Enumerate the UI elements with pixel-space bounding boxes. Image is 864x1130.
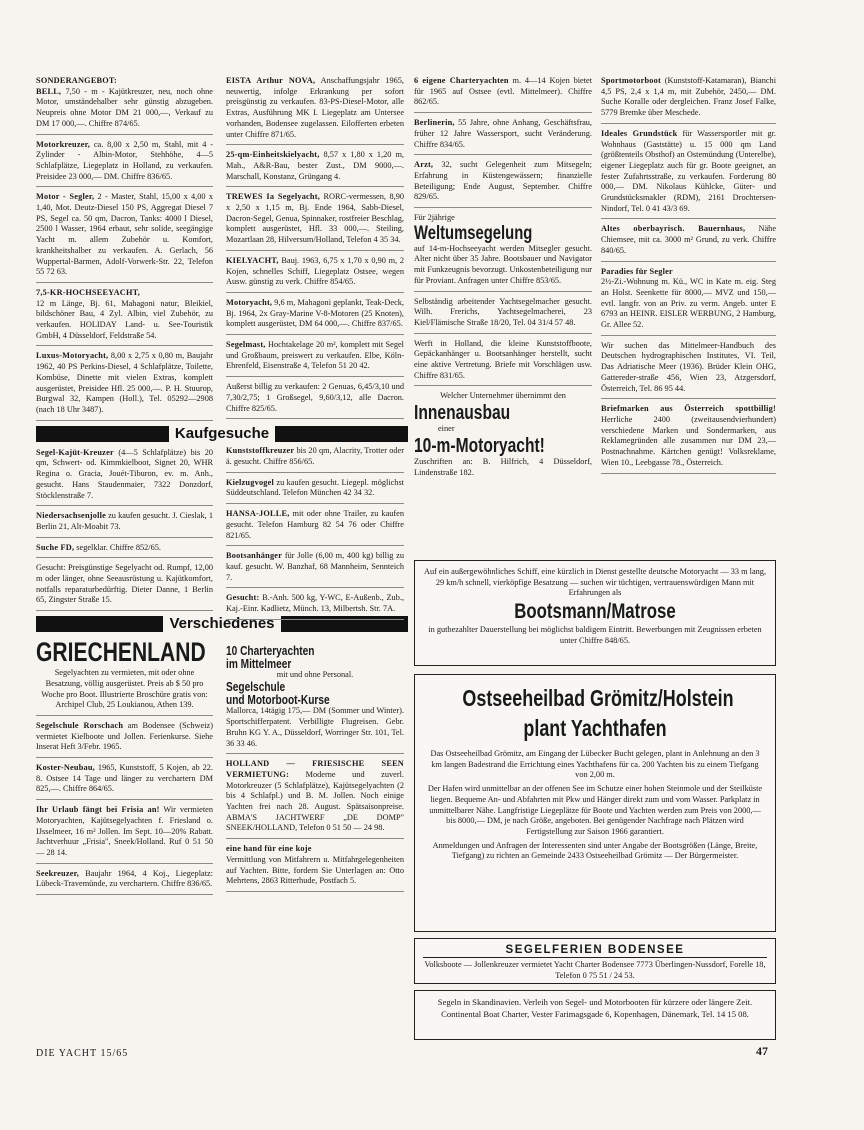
ad-headline: Berlinerin,	[414, 118, 455, 128]
classified-ad	[226, 478, 404, 504]
ad-text: Moderne und zuverl. Motorkreuzer (5 Schlafplätze), Kajütsegelyachten (2 bis 4 Schlafpl.) und B. M. Jollen. Noch einige Yachten frei nach 28. August. Spätsaisonpreise. ABMA'S JACHTWERF „DE DOMP" SNEEK/HOLLAND, Telefon 0 51 50 — 24 98.	[226, 769, 404, 833]
ad-headline: HANSA-JOLLE,	[226, 509, 290, 519]
ad-headline: Motor - Segler,	[36, 192, 95, 202]
classified-ad	[601, 129, 776, 220]
ad-text: mit oder ohne Trailer, zu kaufen gesucht. Telefon Hamburg 82 54 76 oder Chiffre 821/65.	[226, 509, 404, 540]
ad-text: Baujahr 1964, 4 Koj., Liegeplatz: Lübeck-Travemünde, zu verchartern. Chiffre 836/65.	[36, 868, 213, 889]
ad-text: für Wassersportler mit gr. Wohnhaus (Gaststätte) u. 15 000 qm Land (größtenteils Obsthof) an Ostemündung (Unterelbe), eigener Liegeplatz auch für gr. Boote geeignet, an fester Zufahrtsstraße, zu verkaufen. Forderung 80 000,— DM. Nikolaus Kühlcke, Güter- und Grundstücksmakler (RDM), 2161 Drochtersen-Nindorf, Tel. 0 41 43/3 69.	[601, 128, 776, 213]
ad-text: in gutbezahlter Dauerstellung bei möglichst baldigem Eintritt. Bewerbungen mit Zeugnissen erbeten unter Chiffre 848/65.	[428, 625, 762, 645]
ad-text: zu kaufen gesucht. J. Cieslak, 1 Berlin 21, Alt-Moabit 73.	[36, 511, 213, 531]
ad-headline: Kielzugvogel	[226, 477, 275, 487]
ad-text: Herrliche 2400 (zweitausendvierhundert) verschiedene Marken und Sondermarken, aus Reklamegründen alle zusammen nur DM 23,— Postnachnahme. Kärtchen genügt! Volksreklame, Wien 10., Leebgasse 78., Österreich.	[601, 414, 776, 467]
ad-text: Anmeldungen und Anfragen der Interessenten sind unter Angabe der Bootsgrößen (Länge, Breite, Tiefgang) zu richten an Gemeinde 2433 Ostseeheilbad Grömitz — Der Bürgermeister.	[432, 840, 758, 861]
classified-list-3	[414, 76, 592, 208]
classified-ad	[226, 340, 404, 377]
ad-headline: KIELYACHT,	[226, 255, 279, 265]
classified-list-4	[601, 76, 776, 474]
ad-text: auf 14-m-Hochseeyacht werden Mitsegler gesucht. Alter nicht über 35 Jahre. Bootsbauer und Navigator mit Funkzeugnis bevorzugt. Unkostenbeteiligung nur für Proviant. Anfragen unter Chiffre 853/65.	[414, 243, 592, 285]
ad-headline: TREWES Ia Segelyacht,	[226, 192, 320, 202]
ad-headline: Suche FD,	[36, 542, 75, 552]
ad-text: B.-Anh. 500 kg, Y-WC, E-Außenb., Zub., Kaj.-Einr. Kadlietz, Münch. 13, Milbertsh. Str. 7A.	[226, 593, 404, 614]
groemitz-ad	[414, 674, 776, 932]
ad-text: Zuschriften an: B. Hilfrich, 4 Düsseldorf, Lindenstraße 182.	[414, 456, 592, 477]
ad-headline: Motorkreuzer,	[36, 139, 90, 149]
classified-ad	[414, 297, 592, 334]
ad-headline: Koster-Neubau,	[36, 763, 95, 773]
ad-title: Bootsmann/Matrose	[514, 600, 676, 624]
bodensee-ad	[414, 938, 776, 984]
ad-text: 8,57 x 1,80 x 1,20 m, Mah., A&R-Bau, bester Zust., DM 9000,—. Marschall, Konstanz, Grüngang 4.	[226, 150, 404, 181]
ad-headline: Paradies für Segler	[601, 266, 673, 276]
ad-title: GRIECHENLAND	[36, 638, 206, 668]
ad-pretitle: Welcher Unternehmer übernimmt den	[440, 391, 566, 401]
ad-headline: eine hand für eine koje	[226, 844, 312, 854]
ad-headline: HOLLAND — FRIESISCHE SEEN VERMIETUNG:	[226, 759, 404, 779]
classified-list-2	[226, 76, 404, 419]
classified-list-2c	[226, 759, 404, 892]
classified-ad	[226, 551, 404, 588]
ad-text: m. 4—14 Kojen bietet für 1965 auf Ostsee (evtl. Mittelmeer). Chiffre 862/65.	[414, 76, 592, 107]
classified-list-1c	[36, 721, 213, 895]
weltumsegelung-ad	[414, 213, 592, 292]
ad-text: 55 Jahre, ohne Anhang, Geschäftsfrau, früher 12 Jahre Wassersport, sucht Veränderung. Chiffre 834/65.	[414, 118, 592, 149]
classified-list-3b	[414, 297, 592, 387]
classified-ad	[601, 341, 776, 400]
classified-ad	[226, 844, 404, 892]
ad-text: 2½-Zi.-Wohnung m. Kü., WC in Kate m. eig. Steg an Holst. Seenkette für 8000,— MVZ und 150,— evtl. langfr. von an Priv. zu verm. Angeb. unter E 6793 an HEINR. EISLER WERBUNG, 2 Hamburg, Gr. Allee 52.	[601, 277, 776, 330]
ad-title: SEGELFERIEN BODENSEE	[423, 943, 767, 958]
classified-ad	[226, 150, 404, 187]
classified-ad	[36, 543, 213, 559]
classified-ad	[601, 76, 776, 124]
section-title: Kaufgesuche	[169, 426, 275, 442]
ad-text: Selbständig arbeitender Yachtsegelmacher gesucht. Wilh. Frerichs, Yachtsegelmacherei, 23 Kiel/Flämische Straße 18/20, Tel. 04 31/4 57 48.	[414, 296, 592, 327]
griechenland-ad	[36, 638, 213, 716]
ad-headline: Bootsanhänger	[226, 551, 283, 561]
ad-text: (Kunststoff-Katamaran), Bianchi 4,5 PS, 2,4 x 1,4 m, mit Zubehör, 2450,— DM. Suche Koralle oder dergleichen. Franz Josef Falke, 5779 Bremke über Meschede.	[601, 76, 776, 118]
ad-title: und Motorboot-Kurse	[226, 692, 330, 708]
column-4	[601, 76, 776, 479]
ad-text: Vermittlung von Mitfahrern u. Mitfahrgelegenheiten auf Yachten. Bitte, fordern Sie Unterlagen an: Otto Mehrtens, 2863 Ritterhude, Postfach 5.	[226, 854, 404, 886]
ad-headline: Segelschule Rorschach	[36, 720, 124, 730]
classified-list-1	[36, 76, 213, 421]
ad-headline: Seekreuzer,	[36, 868, 79, 878]
ad-text: 1965, Kunststoff, 5 Kojen, ab 22. 8. Ostsee 14 Tage und länger zu verchartern DM 825,—. Chiffre 864/65.	[36, 763, 213, 794]
classified-ad	[36, 140, 213, 188]
ad-text: Auf ein außergewöhnliches Schiff, eine kürzlich in Dienst gestellte deutsche Motoryacht — 33 m lang, 29 km/h schnell, vierköpfige Besatzung — suchen wir tüchtigen, vertrauenswürdigen Mann mit Erfahrungen als	[423, 567, 767, 598]
classified-ad	[36, 763, 213, 800]
ad-text: Außerst billig zu verkaufen: 2 Genuas, 6,45/3,10 und 7,30/2,75; 1 Großsegel, 9,60/3,12, alle Dacron. Chiffre 825/65.	[226, 382, 404, 413]
footer-magazine: DIE YACHT 15/65	[36, 1048, 129, 1059]
bootsmann-ad	[414, 560, 776, 666]
charter-ad	[226, 644, 404, 755]
classified-ad	[36, 721, 213, 758]
ad-headline: Kunststoffkreuzer	[226, 446, 295, 456]
ad-headline: 7,5-KR-HOCHSEEYACHT,	[36, 287, 141, 297]
ad-title: 10-m-Motoryacht!	[414, 434, 545, 457]
classified-ad	[414, 160, 592, 208]
ad-text: (4—5 Schlafplätze) bis 20 qm, Schwert- od. Kimmkielboot, Signet 20, WHR Regina o. Gracia, Jouét-Tiburon, ev. m. Anh., gesucht. Hans Staudenmaier, 7322 Donzdorf, Stöcklenstraße 7.	[36, 447, 213, 500]
classified-ad	[226, 446, 404, 472]
ad-pretitle: Für 2jährige	[414, 213, 455, 223]
classified-ad	[36, 805, 213, 864]
innenausbau-ad	[414, 391, 592, 482]
ad-text: für Jolle (6,00 m, 400 kg) billig zu kauf. gesucht. W. Banzhaf, 68 Mannheim, Sennteich 7.	[226, 551, 404, 582]
ad-headline: Luxus-Motoryacht,	[36, 351, 109, 361]
page-number: 47	[756, 1044, 768, 1058]
classified-ad	[226, 759, 404, 839]
classified-ad	[226, 298, 404, 335]
ad-text: Hochtakelage 20 m², komplett mit Segel und Großbaum, preiswert zu verkaufen. Elbe, Köln-Ehrenfeld, Eisenstraße 4, Telefon 51 20 42.	[226, 340, 404, 371]
ad-headline: Motoryacht,	[226, 297, 273, 307]
ad-text: Anschaffungsjahr 1965, neuwertig, infolge Erkrankung per sofort preisgünstig zu verkaufen. 83-PS-Diesel-Motor, alle Extras, Ausführung MK I. Liegeplatz am Untersee vorhanden, Bodensee zugelassen. Eilofferten erbeten unter Chiffre 871/65.	[226, 76, 404, 139]
ad-headline: EISTA Arthur NOVA,	[226, 76, 316, 85]
ad-text: 12 m Länge, Bj. 61, Mahagoni natur, Bleikiel, bildschöner Bau, 4 Zyl. Albin, viel Zubehör, zu verkaufen. HOLIDAY Land- u. See-Touristik GmbH, 4 Düsseldorf, Feldstraße 54.	[36, 298, 213, 340]
ad-headline: Segelmast,	[226, 340, 266, 350]
ad-title: im Mittelmeer	[226, 655, 292, 671]
ad-text: RORC-vermessen, 8,90 x 2,50 x 1,15 m, Bj. Ende 1964, Sabb-Diesel, Dacron-Segel, Genua, Spinnaker, rostfreier Beschlag, komplett ausgerüstet, Hfl. 33 000,—. Steiling, Mozartlaan 28, Hilversum/Holland, Telefon 4 35 34.	[226, 192, 404, 245]
ad-headline: Segel-Kajüt-Kreuzer	[36, 447, 114, 457]
skandinavien-ad	[414, 990, 776, 1040]
ad-title: Innenausbau	[414, 402, 511, 425]
classified-ad	[226, 76, 404, 145]
ad-text: Segelyachten zu vermieten, mit oder ohne Besatzung, völlig ausgerüstet. Preis ab $ 50 pro Woche pro Boot. Illustrierte Broschüre gratis von: Archipel Club, 25 Loukianou, Athen 139.	[41, 668, 208, 710]
ad-subtitle: mit und ohne Personal.	[276, 669, 354, 679]
ad-text: 9,6 m, Mahagoni geplankt, Teak-Deck, Bj. 1964, 2x Gray-Marine V-8-Motoren (25 Knoten), komplett ausgerüstet, DM 64 000,—. Chiffre 837/65.	[226, 297, 404, 329]
ad-text: zu kaufen gesucht. Liegepl. möglichst Süddeutschland. Telefon München 42 34 32.	[226, 477, 404, 498]
classified-ad	[36, 76, 213, 135]
ad-title: Weltumsegelung	[414, 222, 533, 244]
ad-text: 8,00 x 2,75 x 0,80 m, Baujahr 1962, 40 PS Perkins-Diesel, 4 Schlafplätze, Toilette, Kombüse, Dinette mit vielen Extras, komplett ausgerüstet, Preisidee Hfl. 25 000,—. P. H. Stuurop, Burgwal 32, Kampen (Holl.), Tel. 05292—2908 (nach 18 Uhr 3487).	[36, 351, 213, 414]
ad-text: Das Ostseeheilbad Grömitz, am Eingang der Lübecker Bucht gelegen, plant in Anlehnung an den 3 km langen Badestrand die Errichtung eines Yachthafens für ca. 200 Yachten bis zu einem Tiefgang von 2,00 m.	[430, 749, 760, 780]
ad-text: Mallorca, 14tägig 175,— DM (Sommer und Winter). Sportschifferpatent. Verbilligte Flugreisen. Gebr. Bruhn KG Y. A., Düsseldorf, Worringer Str. 101, Tel. 36 33 46.	[226, 706, 404, 748]
classified-ad	[36, 511, 213, 537]
ad-text: Wir vermieten Motoryachten, Kajütsegelyachten f. Friesland o. IJsselmeer, 16 m² Jollen. Im Sept. 10—20% Rabatt. Jachtverhuur „Frisia", Sneek/Holland. Ruf 0 51 50 — 28 14.	[36, 805, 213, 857]
ad-headline: Briefmarken aus Österreich spottbillig!	[601, 404, 776, 414]
ad-text: Der Hafen wird unmittelbar an der offenen See im Schutze einer hohen Steinmole und der Steilküste liegen. Bequeme An- und Abfahrten mit Pkw und Hänger direkt zum und vom Wasser. Parkplatz in unmittelbarer Nähe. Langfristige Liegeplätze für Boote und Yachten werden zum Preis von 2000,— bis 8000,— DM, je nach Größe, angeboten. Bei genügender Nachfrage nach Plätzen wird Fertigstellung zur Saison 1966 garantiert.	[427, 784, 763, 836]
classified-ad	[36, 288, 213, 347]
classified-ad	[36, 563, 213, 611]
ad-headline: SONDERANGEBOT: BELL,	[36, 76, 118, 96]
ad-text: Volksboote — Jollenkreuzer vermietet Yacht Charter Bodensee 7773 Überlingen-Nussdorf, Forelle 18, Telefon 0 75 51 / 24 53.	[424, 960, 766, 980]
ad-text: 2 - Master, Stahl, 15,00 x 4,00 x 1,40, Mot. Deutz-Diesel 150 PS, Aggregat Diesel 7 PS, Segel ca. 50 qm, Dacron, Tanks: 4000 l Diesel, 2500 l Wasser, 1964 erbaut, sehr solide, seegängige Yacht m. allem Zubehör u. Komfort, krankheitshalber zu verkaufen. A. Gerlach, 56 Wuppertal-Barmen, Adolf-Vorwerk-Str. 22, Telefon 55 72 63.	[36, 192, 213, 277]
classified-ad	[226, 593, 404, 619]
ad-text: einer	[438, 424, 455, 434]
column-2	[226, 76, 404, 897]
classified-ad	[226, 256, 404, 293]
ad-text: Werft in Holland, die kleine Kunststoffboote, Gepäckanhänger u. Bootsanhänger herstellt, sucht eine aktive Vertretung. Briefe mit Vorschlägen usw. Chiffre 831/65.	[414, 338, 592, 380]
ad-text: Wir suchen das Mittelmeer-Handbuch des Deutschen hydrographischen Institutes, VI. Teil, Das Adriatische Meer (1936). Brüder Klein OHG, Gattereder-straße 456, Wien 23, Atzgersdorf, Österreich, Tel. 86 95 44.	[601, 340, 776, 393]
classified-ad	[414, 76, 592, 113]
ad-headline: Altes oberbayrisch. Bauernhaus,	[601, 224, 746, 234]
ad-headline: 6 eigene Charteryachten	[414, 76, 509, 85]
classified-list-1b	[36, 448, 213, 611]
ad-headline: Sportmotorboot	[601, 76, 661, 85]
classified-ad	[414, 118, 592, 155]
classified-ad	[601, 267, 776, 336]
ad-headline: Ideales Grundstück	[601, 128, 678, 138]
ad-text: Nähe Chiemsee, mit ca. 3000 m² Grund, zu verk. Chiffre 840/65.	[601, 224, 776, 255]
ad-headline: Ihr Urlaub fängt bei Frisia an!	[36, 805, 160, 815]
ad-headline: Gesucht:	[226, 593, 260, 603]
classified-ad	[226, 382, 404, 419]
ad-text: Bauj. 1963, 6,75 x 1,70 x 0,90 m, 2 Kojen, schnelles Schiff, Liegeplatz Ostsee, wegen Ausw. günstig zu verk. Chiffre 854/65.	[226, 255, 404, 287]
section-title: Verschiedenes	[163, 616, 280, 632]
ad-title: Ostseeheilbad Grömitz/Holstein	[462, 685, 734, 711]
ad-headline: Niedersachsenjolle	[36, 511, 106, 521]
classified-ad	[36, 869, 213, 895]
ad-title: Segelschule	[226, 679, 286, 695]
classified-list-2b	[226, 446, 404, 619]
classified-ad	[226, 192, 404, 251]
ad-text: 32, sucht Gelegenheit zum Mitsegeln; Erfahrung in Küstengewässern; finanzielle Beteiligung; Ende August, September. Chiffre 829/65.	[414, 160, 592, 202]
column-3	[414, 76, 592, 487]
ad-text: Segeln in Skandinavien. Verleih von Segel- und Motorbooten für kürzere oder längere Zeit. Continental Boat Charter, Vester Farimagsgade 6, Kopenhagen, Dänemark, Tel. 14 15 08.	[437, 997, 753, 1019]
classified-ad	[601, 404, 776, 473]
classified-ad	[36, 192, 213, 283]
ad-title: 10 Charteryachten	[226, 643, 315, 658]
ad-text: bis 20 qm, Alacrity, Trotter oder ä. gesucht. Chiffre 856/65.	[226, 446, 404, 466]
ad-title: plant Yachthafen	[523, 715, 667, 741]
ad-headline: 25-qm-Einheitskielyacht,	[226, 150, 320, 160]
classified-ad	[601, 224, 776, 261]
ad-headline: Arzt,	[414, 160, 434, 170]
classified-ad	[414, 339, 592, 387]
ad-text: 7,50 - m - Kajütkreuzer, neu, noch ohne Motor, umständehalber sehr günstig abzugeben. Neupreis ohne Motor DM 21 000,—, Verkauf zu DM 17 000,—. Chiffre 874/65.	[36, 86, 213, 128]
ad-text: ca. 8,00 x 2,50 m, Stahl, mit 4 - Zylinder - Albin-Motor, Stehhöhe, 4—5 Schlafplätze, Liegeplatz in Holland, zu verkaufen. Preisidee 23 000,— DM. Chiffre 836/65.	[36, 139, 213, 181]
ad-text: am Bodensee (Schweiz) vermietet Kielboote und Jollen. Ferienkurse. Siehe Inserat Heft 3/Febr. 1965.	[36, 720, 213, 752]
classified-ad	[36, 351, 213, 420]
ad-text: segelklar. Chiffre 852/65.	[74, 542, 161, 552]
ad-text: Gesucht: Preisgünstige Segelyacht od. Rumpf, 12,00 m oder länger, ohne Seeausrüstung u. Kajütkomfort, notfalls reparaturbedürftig. Dieter Danne, 1 Berlin 65, Zingster Straße 15.	[36, 563, 213, 605]
classified-ad	[36, 448, 213, 507]
classified-ad	[226, 509, 404, 546]
